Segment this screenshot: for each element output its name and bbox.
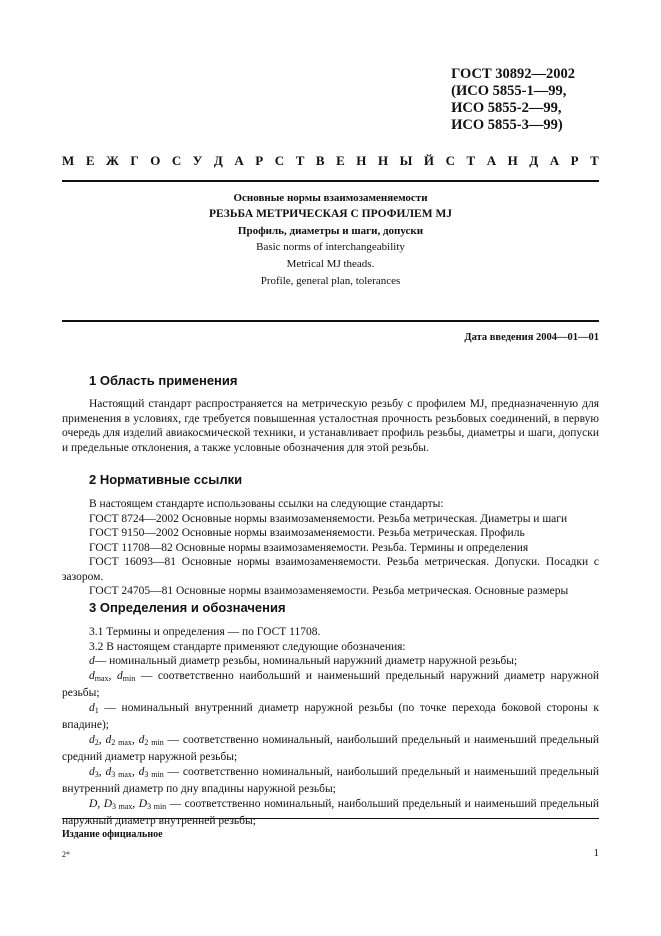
document-titles — [62, 190, 599, 290]
banner-letter: У — [192, 153, 203, 168]
section3-heading — [89, 600, 286, 615]
banner-letter: Д — [213, 153, 223, 168]
banner-letter: С — [171, 153, 182, 168]
section2-body — [62, 497, 599, 599]
banner-letter: Р — [570, 153, 579, 168]
section1-heading — [89, 373, 238, 388]
banner-divider — [62, 180, 599, 182]
banner-letter: В — [315, 153, 325, 168]
definition-D: D, $D_{3 max}$, $D_{3 min}$ — соответственно номинальный, наибольший предельный и наименьший предельный наружный диаметр внутренней резьбы; — [62, 797, 599, 827]
banner-letter: Т — [295, 153, 305, 168]
banner-letter: О — [150, 153, 161, 168]
title-ru-line1: Основные нормы взаимозаменяемости — [233, 192, 428, 204]
banner-letter: Т — [590, 153, 599, 168]
standard-code — [451, 66, 575, 134]
definition-d1: $d_1$ — номинальный внутренний диаметр наружной резьбы (по точке перехода боковой стороны к впадине); — [62, 701, 599, 731]
standard-code-line: ИСО 5855-3—99) — [451, 117, 563, 133]
reference-item: ГОСТ 11708—82 Основные нормы взаимозаменяемости. Резьба. Термины и определения — [89, 541, 529, 554]
section1-title: 1 Область применения — [89, 373, 238, 388]
sheet-signature: 2* — [62, 850, 70, 859]
title-en-line1: Basic norms of interchangeability — [256, 241, 405, 253]
official-edition: Издание официальное — [62, 829, 163, 840]
reference-item: ГОСТ 9150—2002 Основные нормы взаимозаменяемости. Резьба метрическая. Профиль — [89, 527, 525, 539]
banner-letter: С — [274, 153, 285, 168]
section2-heading — [89, 472, 242, 487]
banner-letter: Р — [255, 153, 264, 168]
interstate-standard-banner — [62, 153, 599, 169]
section3-p2: 3.2 В настоящем стандарте применяют следующие обозначения: — [89, 640, 406, 653]
section3-p1: 3.1 Термины и определения — по ГОСТ 11708. — [89, 626, 321, 638]
banner-letter: А — [549, 153, 560, 168]
definition-d3-text: — соответственно номинальный, наибольший предельный и наименьший предельный внутренний диаметр по дну впадины наружной резьбы; — [62, 765, 600, 795]
section3-title: 3 Определения и обозначения — [89, 600, 286, 615]
banner-letter: С — [445, 153, 455, 168]
page-number: 1 — [593, 847, 599, 859]
footer-divider — [62, 818, 599, 819]
definition-D-text: — соответственно номинальный, наибольший предельный и наименьший предельный наружный диаметр внутренней резьбы; — [62, 797, 599, 827]
effective-date: Дата введения 2004—01—01 — [464, 332, 599, 343]
section1-paragraph: Настоящий стандарт распространяется на метрическую резьбу с профилем MJ, предназначенную для применения в условиях, где требуется повышенная усталостная прочность резьбовых соединений, в первую очередь для изделий авиакосмической техники, и устанавливает профиль резьбы, диаметры и шаги, допуски и предельные отклонения, а также условные обозначения для этой резьбы. — [62, 398, 599, 454]
definition-d: d— номинальный диаметр резьбы, номинальный наружний диаметр наружной резьбы; — [89, 655, 518, 667]
banner-letter: Д — [529, 153, 539, 168]
banner-letter: Е — [336, 153, 345, 168]
reference-item: ГОСТ 16093—81 Основные нормы взаимозаменяемости. Резьба метрическая. Допуски. Посадки с зазором. — [62, 556, 599, 583]
definition-dmax-text: — соответственно наибольший и наименьший предельный наружний диаметр наружной резьбы; — [62, 669, 600, 699]
banner-letter: Г — [130, 153, 139, 168]
banner-letter: Е — [85, 153, 95, 168]
definition-dmax: $d_{max}$, $d_{min}$ — соответственно наибольший и наименьший предельный наружний диаметр наружной резьбы; — [62, 669, 600, 699]
standard-code-line: ГОСТ 30892—2002 — [451, 66, 575, 82]
section3-body — [62, 625, 599, 829]
section2-title: 2 Нормативные ссылки — [89, 472, 243, 487]
section2-intro: В настоящем стандарте использованы ссылки на следующие стандарты: — [89, 498, 444, 510]
definition-d-text: — номинальный диаметр резьбы, номинальный наружний диаметр наружной резьбы; — [94, 655, 518, 667]
definition-d1-text: — номинальный внутренний диаметр наружной резьбы (по точке перехода боковой стороны к впадине); — [62, 701, 599, 731]
banner-letter: Н — [377, 153, 389, 168]
banner-letter: Ы — [399, 153, 413, 168]
banner-letter: Н — [507, 153, 518, 168]
definition-d2: $d_2$, $d_{2 max}$, $d_{2 min}$ — соответственно номинальный, наибольший предельный и наименьший предельный средний диаметр наружной резьбы; — [62, 733, 600, 763]
banner-letter: Ж — [106, 153, 119, 168]
standard-code-line: (ИСО 5855-1—99, — [451, 83, 567, 99]
section1-body — [62, 397, 599, 455]
definition-d3: $d_3$, $d_{3 max}$, $d_{3 min}$ — соответственно номинальный, наибольший предельный и наименьший предельный внутренний диаметр по дну впадины наружной резьбы; — [62, 765, 600, 795]
title-divider — [62, 320, 599, 322]
banner-letter: Н — [356, 153, 367, 168]
definition-d2-text: — соответственно номинальный, наибольший предельный и наименьший предельный средний диаметр наружной резьбы; — [62, 733, 600, 763]
banner-letter: А — [486, 153, 497, 168]
title-ru-line2: РЕЗЬБА МЕТРИЧЕСКАЯ С ПРОФИЛЕМ MJ — [208, 208, 453, 220]
banner-letter: Т — [466, 153, 476, 168]
standard-code-line: ИСО 5855-2—99, — [451, 100, 562, 116]
title-en-line2: Metrical MJ theads. — [286, 258, 375, 270]
banner-letter: Й — [423, 153, 435, 168]
banner-letter: А — [234, 153, 244, 168]
title-ru-line3: Профиль, диаметры и шаги, допуски — [237, 225, 424, 237]
reference-item: ГОСТ 8724—2002 Основные нормы взаимозаменяемости. Резьба метрическая. Диаметры и шаги — [89, 512, 568, 525]
reference-item: ГОСТ 24705—81 Основные нормы взаимозаменяемости. Резьба метрическая. Основные размеры — [89, 585, 569, 597]
title-en-line3: Profile, general plan, tolerances — [260, 275, 401, 287]
banner-letter: М — [62, 153, 75, 168]
